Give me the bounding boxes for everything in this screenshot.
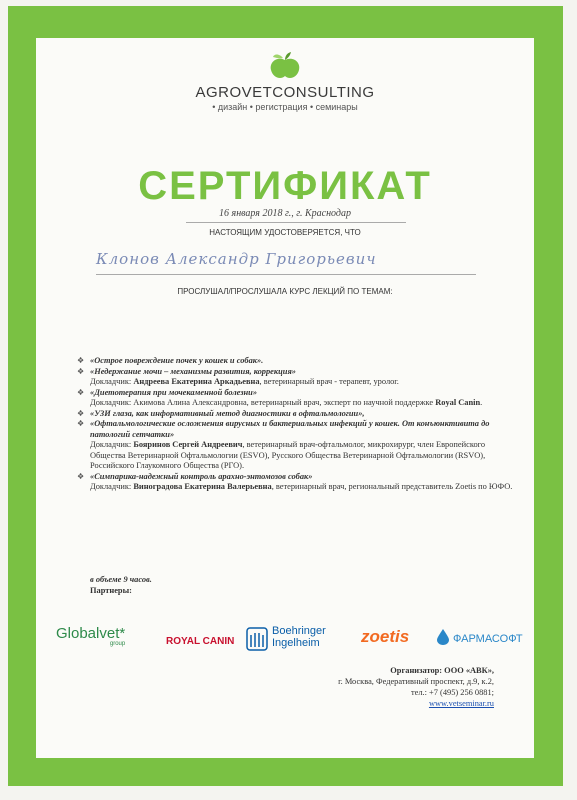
drop-icon bbox=[436, 629, 450, 645]
topic-title: «Недержание мочи – механизмы развития, коррекция» bbox=[90, 366, 296, 376]
date-place: 16 января 2018 г., г. Краснодар bbox=[219, 208, 351, 219]
royal-canin-text: ROYAL CANIN bbox=[166, 636, 235, 647]
speaker-prefix: Докладчик: Акимова Алина Александровна, ветеринарный врач, эксперт по научной поддержке bbox=[90, 398, 436, 407]
speaker-prefix: Докладчик: bbox=[90, 482, 134, 491]
divider bbox=[96, 274, 476, 275]
brand-tagline: • дизайн • регистрация • семинары bbox=[212, 102, 358, 112]
globalvet-logo bbox=[56, 625, 125, 647]
apple-leaf-icon bbox=[265, 52, 305, 82]
list-item bbox=[74, 472, 514, 493]
topic-title: «Острое повреждение почек у кошек и собак». bbox=[90, 356, 264, 365]
certificate-title: СЕРТИФИКАТ bbox=[138, 164, 432, 208]
list-item bbox=[74, 388, 514, 409]
speaker-name: Андреева Екатерина Аркадьевна bbox=[133, 377, 260, 386]
bullet-icon: ❖ bbox=[77, 387, 85, 397]
speaker bbox=[90, 440, 514, 472]
royal-canin-logo bbox=[166, 631, 234, 649]
topic-title: «Диетотерапия при мочекаменной болезни» bbox=[90, 387, 258, 397]
organizer-address: г. Москва, Федеративный проспект, д.9, к.2, bbox=[338, 677, 494, 686]
list-item bbox=[74, 409, 514, 420]
organizer-block bbox=[338, 665, 494, 709]
organizer-name: Организатор: ООО «АВК», bbox=[390, 666, 494, 675]
speaker-prefix: Докладчик: bbox=[90, 377, 134, 386]
speaker-name: Виноградова Екатерина Валерьевна bbox=[133, 482, 272, 491]
farmasoft-logo bbox=[436, 629, 523, 647]
speaker-info: , ветеринарный врач-офтальмолог, микрохирург, член Европейского Общества Ветеринарной Офтальмологии (ESVO), Русского Общества Ветеринарной Офтальмологии (RSVO), Российского Глаукомного Общества (РГО). bbox=[90, 440, 486, 470]
partners-label: Партнеры: bbox=[90, 586, 132, 595]
list-item bbox=[74, 367, 514, 388]
speaker-info: . bbox=[480, 398, 483, 407]
brand-name: AGROVETCONSULTING bbox=[195, 84, 375, 101]
boehringer-icon bbox=[246, 627, 268, 651]
organizer-website-link[interactable]: www.vetseminar.ru bbox=[428, 699, 494, 708]
bullet-icon: ❖ bbox=[77, 419, 85, 428]
certify-text: НАСТОЯЩИМ УДОСТОВЕРЯЕТСЯ, ЧТО bbox=[209, 228, 361, 237]
topic-title: «УЗИ глаза, как информативный метод диагностики в офтальмологии», bbox=[90, 408, 365, 418]
course-volume: в объеме 9 часов. bbox=[90, 575, 152, 584]
bullet-icon: ❖ bbox=[77, 366, 85, 376]
topic-title: «Симпарика-надежный контроль арахно-энтомозов собак» bbox=[90, 471, 313, 481]
speaker-info: , ветеринарный врач, региональный представитель Zoetis по ЮФО. bbox=[271, 482, 513, 491]
bullet-icon: ❖ bbox=[77, 408, 85, 418]
topics-list bbox=[74, 356, 514, 493]
speaker-name: Royal Canin bbox=[435, 398, 481, 407]
speaker bbox=[90, 377, 514, 388]
recipient-name: Клонов Александр Григорьевич bbox=[96, 250, 377, 268]
organizer-phone: тел.: +7 (495) 256 0881; bbox=[410, 688, 494, 697]
divider bbox=[186, 222, 406, 223]
boehringer-logo bbox=[246, 625, 326, 649]
speaker-prefix: Докладчик: bbox=[90, 440, 134, 449]
zoetis-text: zoetis bbox=[361, 627, 410, 646]
certificate-body bbox=[36, 38, 534, 758]
list-item bbox=[74, 419, 514, 472]
list-item bbox=[74, 356, 514, 367]
zoetis-logo bbox=[361, 627, 409, 647]
company-logo bbox=[36, 52, 534, 112]
partner-logos bbox=[56, 625, 526, 655]
bullet-icon: ❖ bbox=[77, 356, 85, 365]
globalvet-subtext: group bbox=[109, 641, 126, 647]
boehringer-text: Boehringer bbox=[272, 625, 326, 637]
speaker-name: Бояринов Сергей Андреевич bbox=[133, 440, 243, 449]
globalvet-text: Globalvet* bbox=[56, 625, 126, 642]
speaker bbox=[90, 398, 514, 409]
farmasoft-text: ФАРМАСОФТ bbox=[453, 633, 523, 645]
speaker bbox=[90, 482, 514, 493]
course-text: ПРОСЛУШАЛ/ПРОСЛУШАЛА КУРС ЛЕКЦИЙ ПО ТЕМАМ: bbox=[177, 287, 393, 296]
ingelheim-text: Ingelheim bbox=[272, 637, 320, 649]
bullet-icon: ❖ bbox=[77, 471, 85, 481]
speaker-info: , ветеринарный врач - терапевт, уролог. bbox=[259, 377, 399, 386]
topic-title: «Офтальмологические осложнения вирусных и бактериальных инфекций у кошек. От конъюнктивита до патологий сетчатки» bbox=[90, 419, 490, 439]
